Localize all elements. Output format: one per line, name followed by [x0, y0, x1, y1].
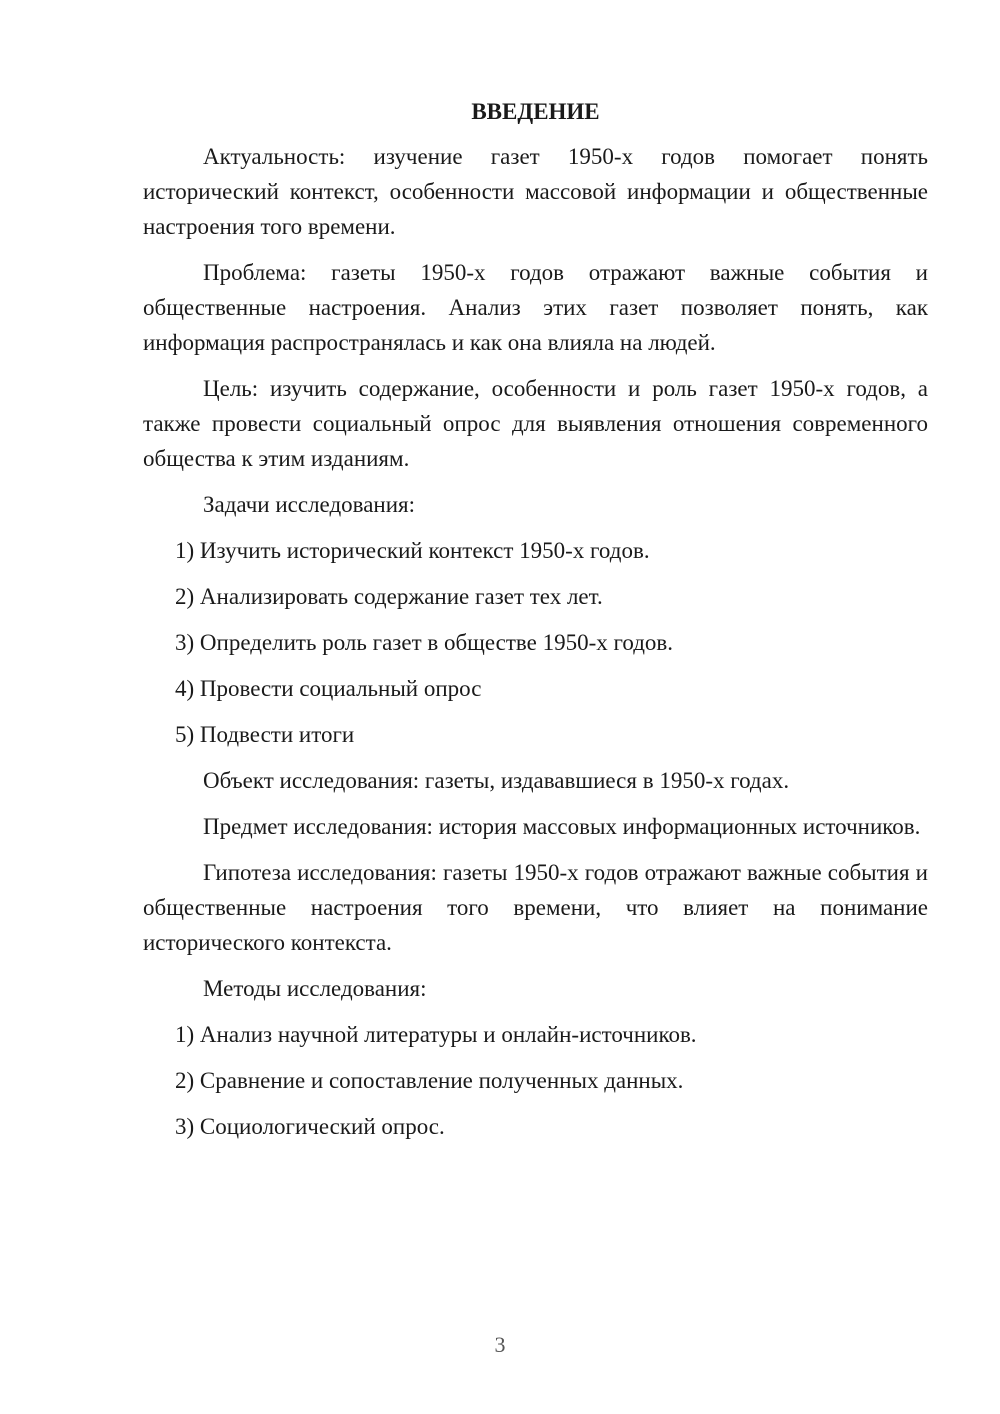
hypothesis-paragraph: Гипотеза исследования: газеты 1950-х годов отражают важные события и общественные настроения того времени, что влияет на понимание исторического контекста.	[143, 860, 928, 955]
tasks-heading: Задачи исследования:	[203, 492, 416, 517]
relevance-paragraph: Актуальность: изучение газет 1950-х годов помогает понять исторический контекст, особенности массовой информации и общественные настроения того времени.	[143, 144, 928, 239]
page-number: 3	[494, 1332, 506, 1357]
task-item: 4) Провести социальный опрос	[175, 676, 482, 701]
page-title: ВВЕДЕНИЕ	[471, 99, 600, 124]
object-paragraph: Объект исследования: газеты, издававшиеся в 1950-х годах.	[203, 768, 790, 793]
subject-paragraph: Предмет исследования: история массовых информационных источников.	[203, 814, 921, 839]
method-item: 3) Социологический опрос.	[175, 1114, 445, 1139]
task-item: 1) Изучить исторический контекст 1950-х годов.	[175, 538, 650, 563]
task-item: 2) Анализировать содержание газет тех лет.	[175, 584, 603, 609]
method-item: 1) Анализ научной литературы и онлайн-источников.	[175, 1022, 697, 1047]
document-body	[143, 94, 928, 1155]
goal-paragraph: Цель: изучить содержание, особенности и роль газет 1950-х годов, а также провести социальный опрос для выявления отношения современного общества к этим изданиям.	[143, 376, 928, 471]
problem-paragraph: Проблема: газеты 1950-х годов отражают важные события и общественные настроения. Анализ этих газет позволяет понять, как информация распространялась и как она влияла на людей.	[143, 260, 928, 355]
method-item: 2) Сравнение и сопоставление полученных данных.	[175, 1068, 684, 1093]
task-item: 5) Подвести итоги	[175, 722, 355, 747]
task-item: 3) Определить роль газет в обществе 1950-х годов.	[175, 630, 674, 655]
methods-heading: Методы исследования:	[203, 976, 427, 1001]
